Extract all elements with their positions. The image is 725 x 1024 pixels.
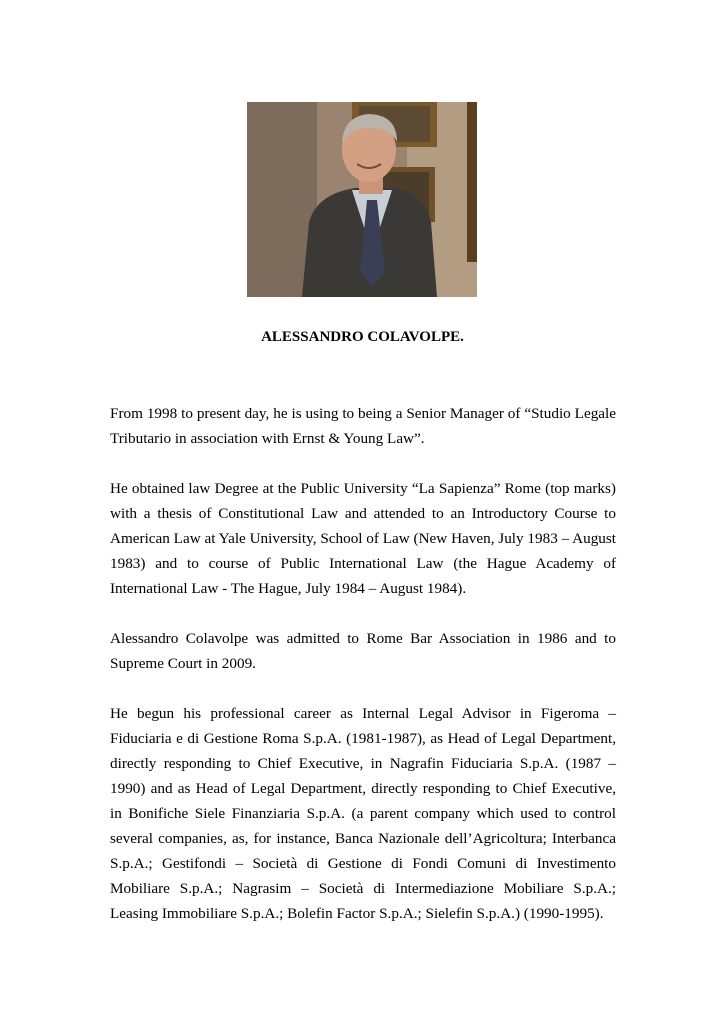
portrait-photo [247,102,477,297]
paragraph: From 1998 to present day, he is using to being a Senior Manager of “Studio Legale Tributario in association with Ernst & Young Law”. [110,405,616,447]
paragraph: He obtained law Degree at the Public University “La Sapienza” Rome (top marks) with a thesis of Constitutional Law and attended to an Introductory Course to American Law at Yale University, School of Law (New Haven, July 1983 – August 1983) and to course of Public International Law (the Hague Academy of International Law - The Hague, July 1984 – August 1984). [110,480,617,597]
biography-text [110,401,616,951]
person-name-heading: ALESSANDRO COLAVOLPE. [261,329,464,345]
paragraph: Alessandro Colavolpe was admitted to Rome Bar Association in 1986 and to Supreme Court in 2009. [110,630,616,672]
paragraph: He begun his professional career as Internal Legal Advisor in Figeroma – Fiduciaria e di Gestione Roma S.p.A. (1981-1987), as Head of Legal Department, directly responding to Chief Executive, in Nagrafin Fiduciaria S.p.A. (1987 – 1990) and as Head of Legal Department, directly responding to Chief Executive, in Bonifiche Siele Finanziaria S.p.A. (a parent company which used to control several companies, as, for instance, Banca Nazionale dell’Agricoltura; Interbanca S.p.A.; Gestifondi – Società di Gestione di Fondi Comuni di Investimento Mobiliare S.p.A.; Nagrasim – Società di Intermediazione Mobiliare S.p.A.; Leasing Immobiliare S.p.A.; Bolefin Factor S.p.A.; Sielefin S.p.A.) (1990-1995). [110,705,616,922]
